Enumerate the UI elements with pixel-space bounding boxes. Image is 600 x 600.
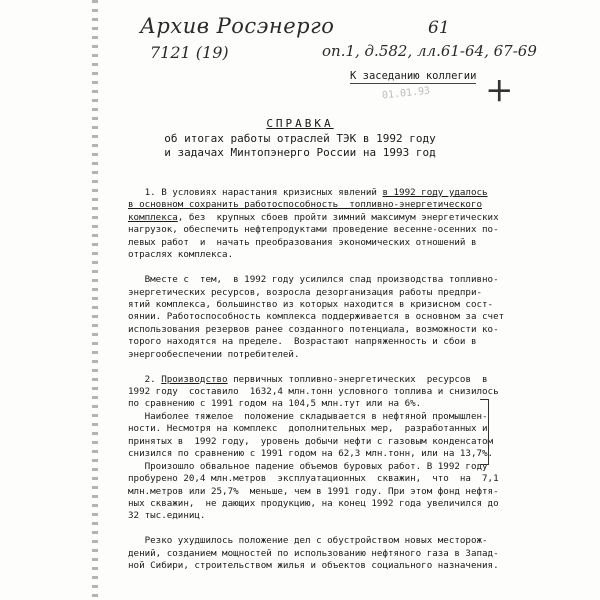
document-subtitle-line-1: об итогах работы отраслей ТЭК в 1992 году	[164, 132, 436, 145]
handwritten-inventory-reference: оп.1, д.582, лл.61-64, 67-69	[322, 42, 537, 60]
document-title: СПРАВКА	[266, 117, 334, 130]
body-line: комплекса, без крупных сбоев пройти зимний максимум энергетических	[128, 211, 499, 223]
body-line: ной Сибири, строительством жилья и объектов социального назначения.	[128, 560, 499, 572]
body-line: отраслях комплекса.	[128, 249, 234, 261]
handwritten-page-number: 61	[428, 18, 450, 38]
underlined-phrase: комплекса	[128, 211, 178, 223]
body-line: оянии. Работоспособность комплекса поддерживается в основном за счет	[128, 311, 505, 323]
body-line: в основном сохранить работоспособность топливно-энергетического	[128, 199, 483, 211]
body-line: дений, созданием мощностей по использованию нефтяного газа в Запад-	[128, 547, 499, 559]
document-body	[128, 187, 505, 573]
body-line: нагрузок, обеспечить нефтепродуктами проведение весенне-осенних по-	[128, 224, 499, 236]
body-line: ности. Несмотря на комплекс дополнительных мер, разработанных и	[128, 423, 488, 435]
handwritten-cross-mark: +	[485, 70, 514, 110]
body-line: по сравнению с 1991 годом на 104,5 млн.тут или на 6%.	[128, 398, 422, 410]
margin-bracket-mark	[480, 399, 489, 465]
meeting-note: К заседанию коллегии	[350, 70, 477, 82]
body-line: ных скважин, не дающих продукцию, на конец 1992 года увеличился до	[128, 497, 499, 509]
body-line: Вместе с тем, в 1992 году усилился спад производства топливно-	[128, 274, 499, 286]
body-line: 32 тыс.единиц.	[128, 510, 206, 522]
body-line: млн.метров или 25,7% меньше, чем в 1991 году. При этом фонд нефтя-	[128, 485, 499, 497]
body-line: Произошло обвальное падение объемов буровых работ. В 1992 году	[128, 460, 488, 472]
binding-holes	[92, 0, 98, 600]
body-line: левых работ и начать преобразования экономических отношений в	[128, 236, 477, 248]
faint-date-stamp: 01.01.93	[381, 85, 431, 102]
body-line: Резко ухудшилось положение дел с обустройством новых месторож-	[128, 535, 488, 547]
body-line: пробурено 20,4 млн.метров эксплуатационных скважин, что на 7,1	[128, 473, 499, 485]
body-line: торого находятся на пределе. Возрастают напряженность и сбои в	[128, 336, 477, 348]
handwritten-fund-number: 7121 (19)	[150, 43, 229, 62]
body-line: снизился по сравнению с 1991 годом на 62,3 млн.тонн, или на 13,7%.	[128, 448, 494, 460]
body-line: принятых в 1992 году, уровень добычи нефти с газовым конденсатом	[128, 435, 494, 447]
body-line: 1. В условиях нарастания кризисных явлений в 1992 году удалось	[128, 187, 488, 198]
body-line: 2. Производство первичных топливно-энергетических ресурсов в	[128, 373, 488, 385]
underlined-phrase: в 1992 году удалось	[382, 187, 488, 198]
body-line: энергообеспечении потребителей.	[128, 348, 300, 360]
body-line: ятий комплекса, большинство из которых находится в кризисном сост-	[128, 298, 494, 310]
body-line: Наиболее тяжелое положение складывается в нефтяной промышлен-	[128, 410, 488, 422]
document-subtitle-line-2: и задачах Минтопэнерго России на 1993 год	[164, 146, 436, 159]
body-line: 1992 году составило 1632,4 млн.тонн условного топлива и снизилось	[128, 386, 499, 397]
underlined-phrase: Производство	[161, 373, 228, 385]
body-line: использования резервов ранее созданного потенциала, возможности ко-	[128, 323, 499, 335]
handwritten-archive-note: Архив Росэнерго	[140, 14, 335, 38]
body-line: энергетических ресурсов, возросла дезорганизация работы предпри-	[128, 286, 483, 298]
